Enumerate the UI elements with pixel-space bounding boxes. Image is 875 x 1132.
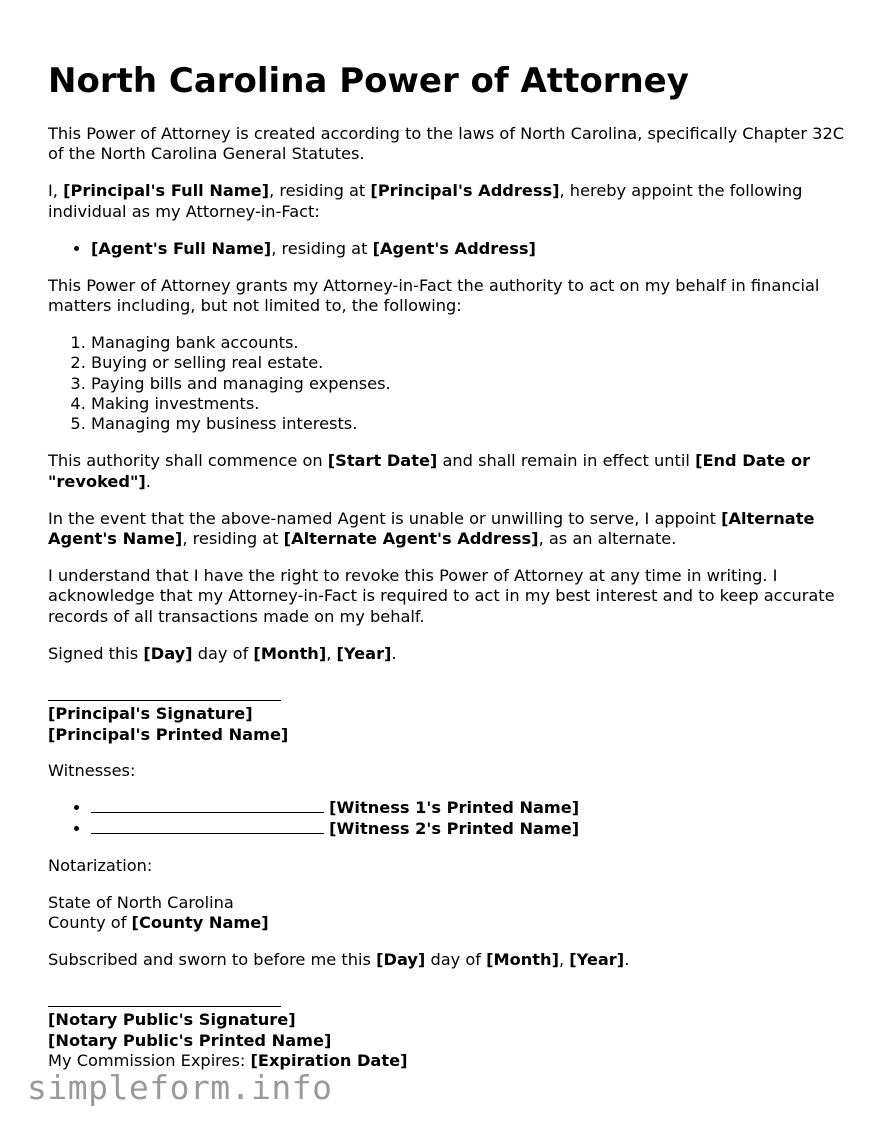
power-item: 2. Buying or selling real estate.: [91, 353, 848, 373]
alternate-name-placeholder: [Alternate Agent's Name]: [48, 508, 815, 549]
sworn-month-placeholder: [Month]: [486, 949, 559, 969]
intro-paragraph: This Power of Attorney is created according to the laws of North Carolina, specifically Chapter 32C of the North Carolina General Statutes.: [48, 124, 845, 164]
witness-2-signature-line[interactable]: [91, 819, 324, 834]
appointment-paragraph: I, [Principal's Full Name], residing at [Principal's Address], hereby appoint the following individual as my Attorney-in-Fact:: [48, 181, 803, 221]
term-paragraph: This authority shall commence on [Start Date] and shall remain in effect until [End Date or "revoked"].: [48, 451, 811, 491]
witness-1-name-placeholder: [Witness 1's Printed Name]: [329, 798, 580, 818]
sworn-day-placeholder: [Day]: [376, 949, 426, 969]
principal-address-placeholder: [Principal's Address]: [370, 181, 560, 201]
principal-signature-line[interactable]: [48, 684, 281, 701]
alternate-address-placeholder: [Alternate Agent's Address]: [283, 529, 539, 549]
power-item: 3. Paying bills and managing expenses.: [91, 374, 848, 394]
signed-paragraph: Signed this [Day] day of [Month], [Year].: [48, 643, 397, 663]
power-item: 4. Making investments.: [91, 394, 848, 414]
notary-signature-label: [Notary Public's Signature]: [48, 1010, 296, 1030]
witness-2-name-placeholder: [Witness 2's Printed Name]: [329, 818, 580, 838]
revocation-paragraph: I understand that I have the right to revoke this Power of Attorney at any time in writing. I acknowledge that my Attorney-in-Fact is required to act in my best interest and to keep accurate records of all transactions made on my behalf.: [48, 566, 835, 626]
venue-state: State of North Carolina: [48, 892, 234, 912]
end-date-placeholder: [End Date or "revoked"]: [48, 451, 811, 491]
expiration-date-placeholder: [Expiration Date]: [250, 1051, 408, 1071]
alternate-paragraph: In the event that the above-named Agent is unable or unwilling to serve, I appoint [Alternate Agent's Name], residing at [Alternate Agent's Address], as an alternate.: [48, 508, 815, 549]
sworn-paragraph: Subscribed and sworn to before me this [Day] day of [Month], [Year].: [48, 949, 630, 969]
notary-signature-line[interactable]: [48, 990, 281, 1007]
agent-address-placeholder: [Agent's Address]: [372, 238, 536, 258]
witness-list: [48, 798, 848, 839]
witness-item: [91, 798, 848, 818]
document-page: [48, 58, 848, 1088]
notary-signature-block: [48, 990, 848, 1071]
notarization-label: Notarization:: [48, 855, 153, 875]
county-name-placeholder: [County Name]: [131, 912, 269, 932]
principal-name-placeholder: [Principal's Full Name]: [63, 181, 270, 201]
agent-list-item: • [Agent's Full Name], residing at [Agent's Address]: [91, 239, 848, 259]
power-item: 5. Managing my business interests.: [91, 414, 848, 434]
venue-paragraph: State of North Carolina County of [County Name]: [48, 893, 848, 934]
notary-printed-name-label: [Notary Public's Printed Name]: [48, 1030, 332, 1050]
powers-list: [48, 333, 848, 435]
principal-signature-label: [Principal's Signature]: [48, 704, 253, 724]
agent-list: [48, 239, 848, 259]
sworn-year-placeholder: [Year]: [569, 949, 625, 969]
power-item: 1. Managing bank accounts.: [91, 333, 848, 353]
grant-paragraph: This Power of Attorney grants my Attorney-in-Fact the authority to act on my behalf in financial matters including, but not limited to, the following:: [48, 275, 820, 315]
document-title: North Carolina Power of Attorney: [48, 61, 689, 101]
signed-year-placeholder: [Year]: [336, 643, 392, 663]
signed-month-placeholder: [Month]: [253, 643, 327, 663]
agent-name-placeholder: [Agent's Full Name]: [91, 238, 272, 258]
start-date-placeholder: [Start Date]: [327, 451, 438, 471]
witness-1-signature-line[interactable]: [91, 798, 324, 813]
watermark-text: simpleform.info: [27, 1068, 333, 1107]
witness-item: [91, 819, 848, 839]
commission-expires-line: My Commission Expires: [Expiration Date]: [48, 1051, 408, 1071]
witnesses-label: Witnesses:: [48, 761, 136, 781]
principal-signature-block: [48, 684, 848, 745]
principal-printed-name-label: [Principal's Printed Name]: [48, 724, 289, 744]
signed-day-placeholder: [Day]: [143, 643, 193, 663]
